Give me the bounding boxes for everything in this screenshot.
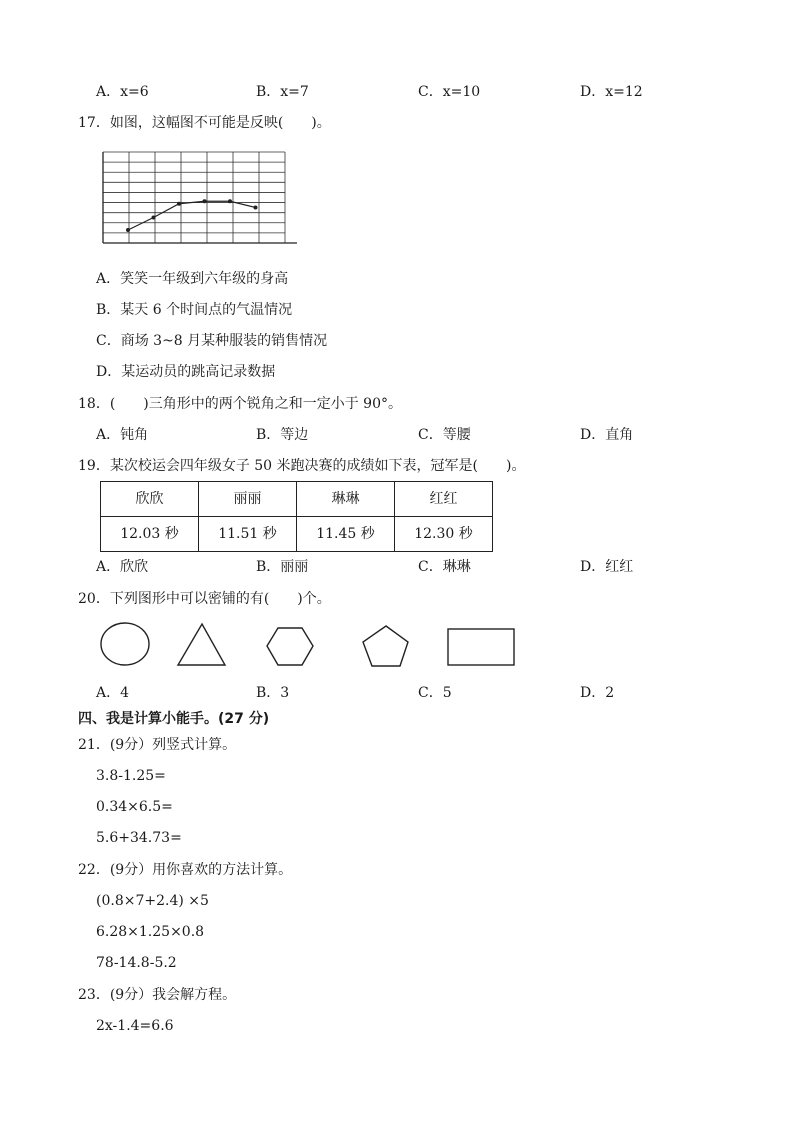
q22-item: (0.8×7+2.4) ×5 <box>96 893 209 909</box>
q17-line-graph <box>100 150 300 250</box>
q17-option-d: D．某运动员的跳高记录数据 <box>96 364 276 380</box>
hexagon-shape <box>267 628 313 665</box>
q18-option-b: B．等边 <box>256 427 309 443</box>
q19-option-c: C．琳琳 <box>418 559 471 575</box>
q21-item: 3.8-1.25= <box>96 768 166 784</box>
table-cell-name: 丽丽 <box>199 482 297 517</box>
q17-stem: 17．如图，这幅图不可能是反映( )。 <box>78 115 331 131</box>
q16-option-a: A．x=6 <box>96 84 149 100</box>
q17-data-point <box>177 202 181 206</box>
table-cell-time: 12.30 秒 <box>395 517 493 552</box>
q17-data-points <box>126 199 258 232</box>
q23-stem: 23．(9分）我会解方程。 <box>78 987 237 1003</box>
q18-option-a: A．钝角 <box>96 427 149 443</box>
q20-option-c: C．5 <box>418 685 452 701</box>
q23-item: 2x-1.4=6.6 <box>96 1018 174 1034</box>
q21-item: 5.6+34.73= <box>96 830 182 846</box>
q17-data-point <box>203 199 207 203</box>
q17-data-point <box>126 228 130 232</box>
table-cell-time: 11.45 秒 <box>297 517 395 552</box>
table-row <box>101 482 493 517</box>
q19-option-a: A．欣欣 <box>96 559 149 575</box>
q16-option-b: B．x=7 <box>256 84 309 100</box>
q17-option-b: B．某天 6 个时间点的气温情况 <box>96 302 293 318</box>
q21-item: 0.34×6.5= <box>96 799 173 815</box>
q16-option-c: C．x=10 <box>418 84 481 100</box>
q19-option-d: D．红红 <box>580 559 634 575</box>
q19-stem: 19．某次校运会四年级女子 50 米跑决赛的成绩如下表，冠军是( )。 <box>78 458 526 474</box>
table-cell-name: 欣欣 <box>101 482 199 517</box>
q19-score-table <box>100 481 493 552</box>
rectangle-shape <box>448 629 514 665</box>
q20-option-a: A．4 <box>96 685 130 701</box>
pentagon-shape <box>363 626 408 666</box>
section-title: 四、我是计算小能手。(27 分) <box>78 711 270 727</box>
q17-data-point <box>228 199 232 203</box>
q18-option-d: D．直角 <box>580 427 634 443</box>
q17-option-c: C．商场 3~8 月某种服装的销售情况 <box>96 333 328 349</box>
q17-data-line <box>128 201 256 230</box>
q18-option-c: C．等腰 <box>418 427 471 443</box>
q17-axes <box>103 152 297 243</box>
table-cell-name: 红红 <box>395 482 493 517</box>
table-cell-time: 11.51 秒 <box>199 517 297 552</box>
q20-option-b: B．3 <box>256 685 290 701</box>
table-cell-name: 琳琳 <box>297 482 395 517</box>
q17-data-point <box>152 216 156 220</box>
table-cell-time: 12.03 秒 <box>101 517 199 552</box>
table-row <box>101 517 493 552</box>
q22-item: 6.28×1.25×0.8 <box>96 924 205 940</box>
q16-option-d: D．x=12 <box>580 84 643 100</box>
q18-stem: 18．( )三角形中的两个锐角之和一定小于 90°。 <box>78 396 403 412</box>
q20-shapes <box>98 622 538 672</box>
q19-option-b: B．丽丽 <box>256 559 309 575</box>
q17-option-a: A．笑笑一年级到六年级的身高 <box>96 271 289 287</box>
q22-stem: 22．(9分）用你喜欢的方法计算。 <box>78 862 293 878</box>
q20-stem: 20．下列图形中可以密铺的有( )个。 <box>78 591 331 607</box>
q22-item: 78-14.8-5.2 <box>96 955 177 971</box>
q20-option-d: D．2 <box>580 685 615 701</box>
circle-shape <box>101 623 149 665</box>
q17-data-point <box>254 206 258 210</box>
q21-stem: 21．(9分）列竖式计算。 <box>78 737 237 753</box>
triangle-shape <box>178 624 225 665</box>
